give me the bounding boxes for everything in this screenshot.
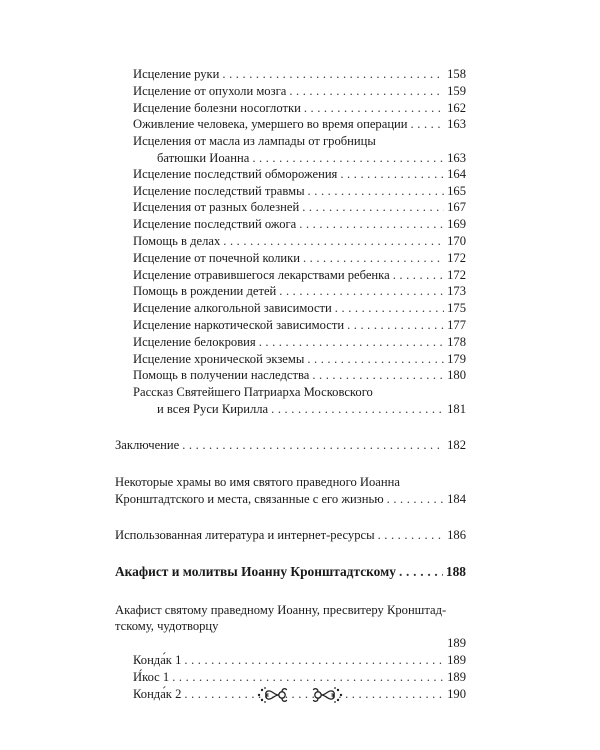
toc-entry-page: 169: [447, 217, 466, 232]
toc-entry-title: Исцеление болезни носоглотки: [133, 100, 301, 115]
toc-entry[interactable]: [133, 366, 466, 384]
toc-entry[interactable]: [115, 526, 466, 544]
toc-entry[interactable]: [133, 350, 466, 368]
dot-leader: [299, 215, 444, 233]
ornament-right-icon: [310, 686, 344, 704]
toc-entry-title: Исцеление алкогольной зависимости: [133, 301, 332, 316]
toc-entry-page: 170: [447, 234, 466, 248]
dot-leader: [378, 526, 445, 544]
toc-entry-title: Использованная литература и интернет-ресурсы: [115, 527, 375, 542]
toc-entry-page: 163: [447, 117, 466, 132]
dot-leader: [223, 232, 444, 250]
toc-entry-title: и всея Руси Кирилла: [157, 401, 269, 416]
toc-entry[interactable]: [133, 333, 466, 351]
dot-leader: [393, 266, 444, 284]
toc-entry-title: Исцеление от опухоли мозга: [133, 83, 287, 98]
dot-leader: [302, 198, 444, 216]
toc-entry-title: Исцеление последствий травмы: [133, 183, 305, 198]
toc-entry-title: Заключение: [115, 438, 180, 453]
dot-leader: [222, 65, 444, 83]
toc-entry[interactable]: [133, 299, 466, 317]
toc-entry[interactable]: [133, 668, 466, 686]
dot-leader: [172, 668, 444, 686]
toc-entry-page: 172: [447, 250, 466, 265]
toc-entry-page: 189: [447, 636, 466, 651]
dot-leader: [289, 82, 444, 100]
toc-entry[interactable]: [133, 182, 466, 200]
toc-entry-title-line: Некоторые храмы во имя святого праведного Иоанна: [115, 474, 400, 489]
dot-leader: [411, 115, 445, 133]
toc-entry-page: 173: [447, 284, 466, 299]
page-footer: [0, 686, 600, 704]
toc-entry-page-only[interactable]: [436, 634, 466, 652]
toc-entry-title: Исцеление последствий обморожения: [133, 166, 338, 181]
dot-leader: [399, 563, 443, 581]
toc-entry-title: Исцеления от разных болезней: [133, 200, 300, 215]
toc-entry-title: И́кос 1: [133, 669, 170, 684]
toc-entry-title: тскому, чудотворцу: [115, 619, 219, 634]
toc-entry-title: Помощь в получении наследства: [133, 368, 310, 383]
toc-entry-page: 167: [447, 200, 466, 215]
toc-entry[interactable]: [133, 65, 466, 83]
toc-entry-title: Исцеление последствий ожога: [133, 217, 297, 232]
toc-entry[interactable]: [133, 249, 466, 267]
toc-entry-title-line: Акафист святому праведному Иоанну, пресвитеру Кронштад-: [115, 602, 447, 617]
toc-entry[interactable]: [115, 490, 466, 508]
toc-entry-page: 164: [447, 166, 466, 181]
toc-entry[interactable]: [133, 198, 466, 216]
toc-entry-page: 184: [447, 491, 466, 506]
toc-entry-title: Кронштадтского и места, связанные с его жизнью: [115, 491, 384, 506]
dot-leader: [335, 299, 444, 317]
toc-entry[interactable]: [133, 165, 466, 183]
toc-entry[interactable]: [133, 316, 466, 334]
dot-leader: [340, 165, 444, 183]
toc-entry[interactable]: [133, 651, 466, 669]
toc-section-heading[interactable]: [115, 563, 466, 581]
toc-entry-page: 158: [447, 67, 466, 81]
dot-leader: [387, 490, 444, 508]
toc-entry-page: 181: [447, 401, 466, 416]
dot-leader: [271, 400, 444, 418]
toc-entry-title: Исцеление от почечной колики: [133, 250, 300, 265]
toc-entry[interactable]: [133, 115, 466, 133]
dot-leader: [303, 249, 444, 267]
toc-entry-title: Конда́к 1: [133, 652, 182, 667]
toc-entry[interactable]: [133, 215, 466, 233]
toc-entry[interactable]: [133, 99, 466, 117]
dot-leader: [307, 350, 444, 368]
toc-entry-title: Конда́к 2: [133, 686, 182, 701]
toc-entry-page: 182: [447, 438, 466, 453]
toc-entry-page: 175: [447, 301, 466, 316]
toc-entry[interactable]: [133, 282, 466, 300]
toc-entry-title: Исцеление хронической экземы: [133, 351, 305, 366]
toc-entry[interactable]: [133, 266, 466, 284]
dot-leader: [308, 182, 445, 200]
dot-leader: [184, 651, 444, 669]
toc-entry-title: Оживление человека, умершего во время операции: [133, 117, 408, 132]
toc-entry-title: Исцеление отравившегося лекарствами ребенка: [133, 267, 390, 282]
toc-entry-title: Исцеление наркотической зависимости: [133, 318, 345, 332]
toc-entry-page: 180: [447, 368, 466, 383]
toc-entry-page: 189: [447, 652, 466, 667]
ornament-left-icon: [256, 686, 290, 704]
toc-entry-page: 165: [447, 183, 466, 198]
toc-entry-page: 172: [447, 267, 466, 282]
toc-entry-page: 189: [447, 669, 466, 684]
dot-leader: [304, 99, 444, 117]
toc-entry-page: 186: [447, 527, 466, 542]
dot-leader: [182, 436, 444, 454]
dot-leader: [259, 333, 444, 351]
toc-entry-title-line: Исцеления от масла из лампады от гробницы: [133, 134, 376, 149]
toc-entry-page: 159: [447, 83, 466, 98]
toc-entry-title: Исцеление белокровия: [133, 334, 256, 349]
toc-entry-title: Помощь в делах: [133, 234, 221, 248]
dot-leader: [312, 366, 444, 384]
toc-entry-page: 188: [445, 564, 466, 580]
toc-entry[interactable]: [115, 436, 466, 454]
toc-entry-title: Акафист и молитвы Иоанну Кронштадтскому: [115, 564, 396, 580]
toc-entry-title: Исцеление руки: [133, 67, 220, 81]
toc-entry-title: батюшки Иоанна: [157, 151, 250, 165]
toc-entry-page: 177: [447, 318, 466, 332]
toc-entry-title-line: Рассказ Святейшего Патриарха Московского: [133, 385, 373, 400]
toc-entry-page: 162: [447, 100, 466, 115]
toc-entry[interactable]: [133, 232, 466, 250]
toc-entry-page: 179: [447, 351, 466, 366]
toc-entry[interactable]: [157, 400, 466, 418]
toc-entry-page: 190: [447, 686, 466, 701]
dot-leader: [347, 316, 444, 334]
toc-entry-title: Помощь в рождении детей: [133, 284, 277, 299]
toc-entry[interactable]: [133, 82, 466, 100]
toc-entry-page: 163: [447, 151, 466, 165]
toc-entry[interactable]: [115, 617, 466, 635]
dot-leader: [279, 282, 444, 300]
toc-entry-page: 178: [447, 334, 466, 349]
